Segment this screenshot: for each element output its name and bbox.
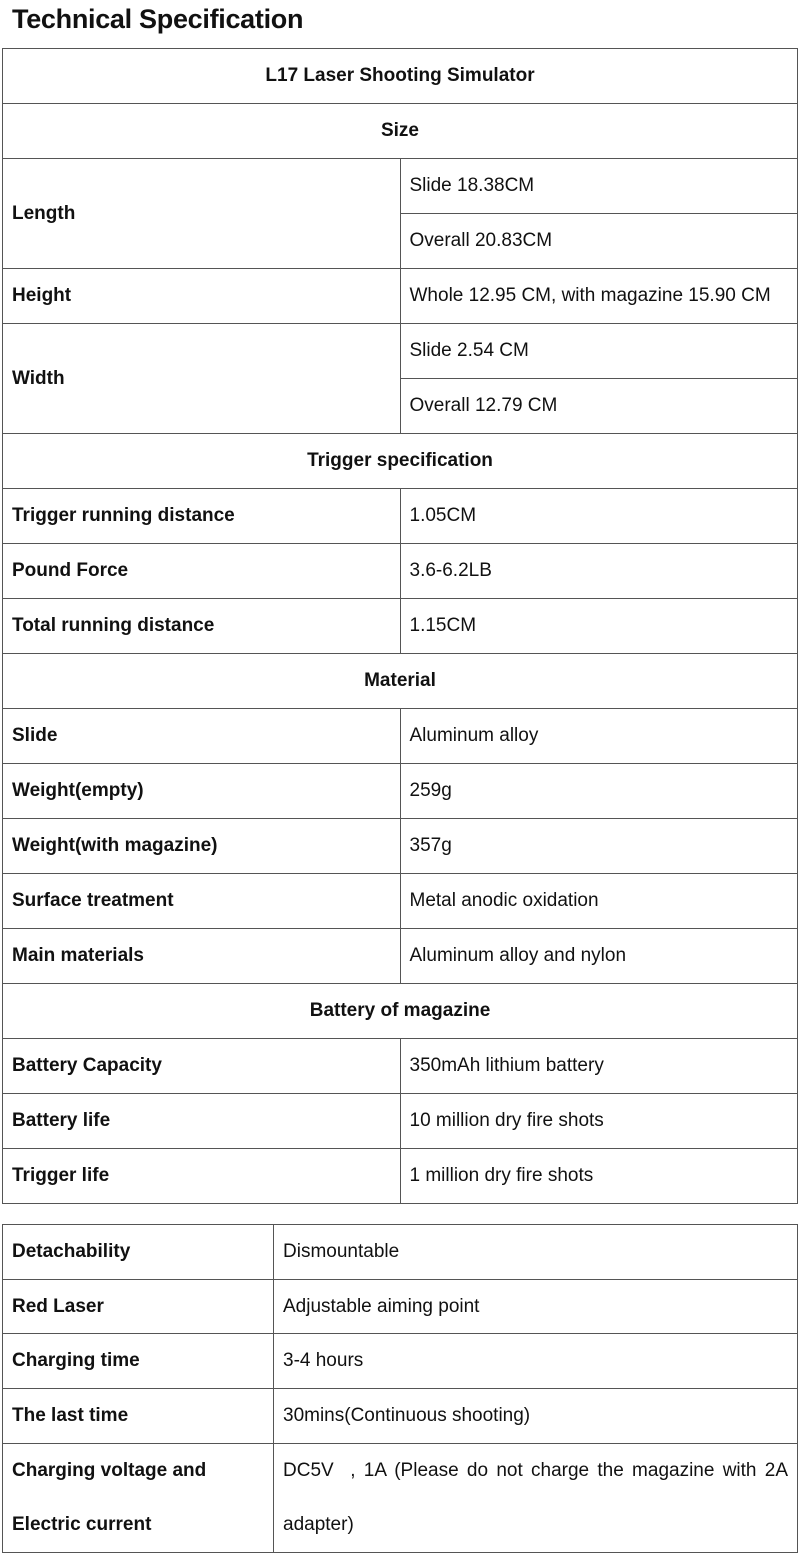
row-label: Battery life [3, 1094, 401, 1149]
table-row [3, 434, 798, 489]
row-label: Weight(empty) [3, 764, 401, 819]
table-row [3, 1334, 798, 1389]
table-row [3, 819, 798, 874]
table-row [3, 654, 798, 709]
row-label: Trigger life [3, 1149, 401, 1204]
row-label: Surface treatment [3, 874, 401, 929]
table-row [3, 104, 798, 159]
row-value: Aluminum alloy and nylon [400, 929, 798, 984]
row-label-height: Height [3, 269, 401, 324]
section-header-material: Material [3, 654, 798, 709]
table-row [3, 764, 798, 819]
section-header-size: Size [3, 104, 798, 159]
row-value-width-overall: Overall 12.79 CM [400, 379, 798, 434]
row-value: Metal anodic oxidation [400, 874, 798, 929]
row-label: Detachability [3, 1225, 274, 1280]
table-row [3, 324, 798, 379]
row-label: Slide [3, 709, 401, 764]
spec-table [2, 48, 798, 1204]
table-row [3, 874, 798, 929]
row-label-length: Length [3, 159, 401, 269]
row-label: Main materials [3, 929, 401, 984]
row-value: 3-4 hours [274, 1334, 798, 1389]
row-label: Pound Force [3, 544, 401, 599]
row-value-length-slide: Slide 18.38CM [400, 159, 798, 214]
table-row [3, 1094, 798, 1149]
row-value: 1.05CM [400, 489, 798, 544]
table-row [3, 709, 798, 764]
row-value: 3.6-6.2LB [400, 544, 798, 599]
row-value: 1 million dry fire shots [400, 1149, 798, 1204]
table-row [3, 599, 798, 654]
row-value: 357g [400, 819, 798, 874]
row-value-height: Whole 12.95 CM, with magazine 15.90 CM [400, 269, 798, 324]
table-row [3, 49, 798, 104]
row-value: 30mins(Continuous shooting) [274, 1389, 798, 1444]
row-value: Aluminum alloy [400, 709, 798, 764]
row-label: Trigger running distance [3, 489, 401, 544]
table-row [3, 544, 798, 599]
row-label: Battery Capacity [3, 1039, 401, 1094]
row-value: 259g [400, 764, 798, 819]
row-label: The last time [3, 1389, 274, 1444]
table-row [3, 489, 798, 544]
row-label: Red Laser [3, 1279, 274, 1334]
row-value: 10 million dry fire shots [400, 1094, 798, 1149]
spec-table-extra [2, 1224, 798, 1553]
row-value: Adjustable aiming point [274, 1279, 798, 1334]
table-row [3, 1443, 798, 1552]
product-name: L17 Laser Shooting Simulator [3, 49, 798, 104]
row-value-width-slide: Slide 2.54 CM [400, 324, 798, 379]
table-row [3, 1039, 798, 1094]
row-label: Total running distance [3, 599, 401, 654]
section-header-trigger: Trigger specification [3, 434, 798, 489]
table-row [3, 929, 798, 984]
row-value: 350mAh lithium battery [400, 1039, 798, 1094]
row-value: 1.15CM [400, 599, 798, 654]
table-row [3, 159, 798, 214]
table-row [3, 1389, 798, 1444]
row-value: Dismountable [274, 1225, 798, 1280]
row-label: Charging time [3, 1334, 274, 1389]
row-value-length-overall: Overall 20.83CM [400, 214, 798, 269]
section-header-battery: Battery of magazine [3, 984, 798, 1039]
row-label-width: Width [3, 324, 401, 434]
table-row [3, 1149, 798, 1204]
table-row [3, 1225, 798, 1280]
table-row [3, 984, 798, 1039]
page-title: Technical Specification [12, 4, 304, 34]
row-label: Weight(with magazine) [3, 819, 401, 874]
table-row [3, 1279, 798, 1334]
row-value: DC5V , 1A (Please do not charge the magazine with 2A adapter) [274, 1443, 798, 1552]
table-row [3, 269, 798, 324]
row-label: Charging voltage and Electric current [3, 1443, 274, 1552]
